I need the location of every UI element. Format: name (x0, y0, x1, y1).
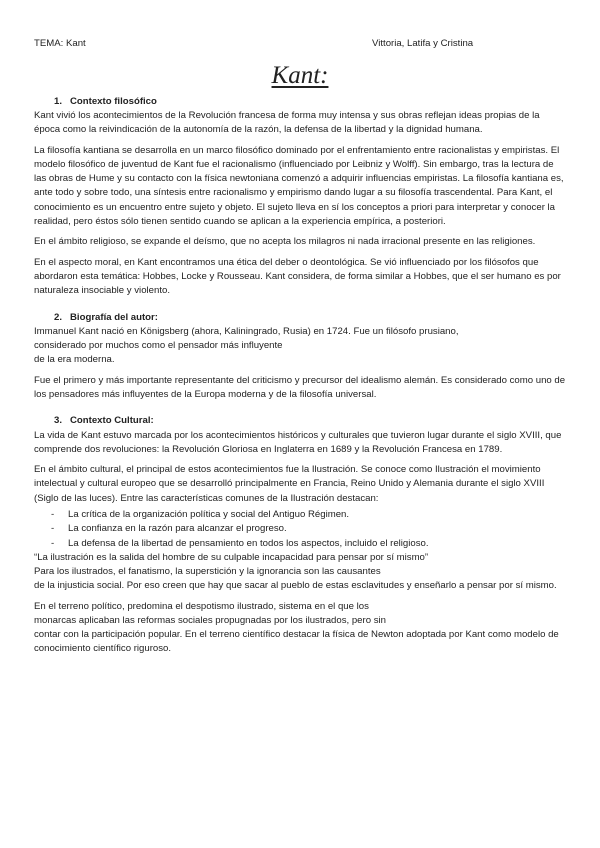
section-heading-biografia: 2. Biografía del autor: (54, 311, 158, 323)
section-heading-contexto-filosofico: 1. Contexto filosófico (54, 96, 157, 107)
text-line: de la injusticia social. Por eso creen que hay que sacar al pueblo de estas esclavitudes y enseñarlo a pensar por sí mismo. (34, 580, 557, 592)
paragraph: En el ámbito religioso, se expande el deísmo, que no acepta los milagros ni nada irracional presente en las religiones. (34, 236, 536, 248)
bullet-list (34, 508, 568, 551)
paragraph: La filosofía kantiana se desarrolla en un marco filosófico dominado por el enfrentamiento entre racionalistas y empiristas. El modelo filosófico de juventud de Kant fue el racionalismo (influenciado por Leibniz y Wolff). Sin embargo, tras la lectura de las obras de Hume y su contacto con la física newtoniana comenzó a adquirir influencias empiristas. La filosofía kantiana es, ante todo y sobre todo, una síntesis entre racionalismo y empirismo dando lugar a su filosofía trascendental. Para Kant, el conocimiento es un encuentro entre sujeto y objeto. El sujeto lleva en sí los conceptos a priori para interpretar y conocer la realidad, pero éstos sólo tienen sentido cuando se aplican a la experiencia empírica, a posteriori. (34, 144, 564, 227)
paragraph: Fue el primero y más importante representante del criticismo y precursor del idealismo alemán. Es considerado como uno de los pensadores más influyentes de la Europa moderna y de la filosofía universal. (34, 374, 566, 400)
text-line: En el terreno político, predomina el despotismo ilustrado, sistema en el que los (34, 600, 369, 612)
topic-label: TEMA: Kant (34, 38, 86, 49)
quote: “La ilustración es la salida del hombre de su culpable incapacidad para pensar por sí mismo” (34, 551, 429, 563)
paragraph: En el aspecto moral, en Kant encontramos una ética del deber o deontológica. Se vió influenciado por los filósofos que abordaron esta temática: Hobbes, Locke y Rousseau. Kant considera, de forma similar a Hobbes, que el ser humano es por naturaleza insociable y violento. (34, 256, 561, 296)
document-title: Kant: (271, 62, 329, 89)
list-item: - La crítica de la organización política y social del Antiguo Régimen. (34, 508, 568, 522)
document-body (34, 95, 568, 657)
text-line: de la era moderna. (34, 354, 115, 366)
section-heading-contexto-cultural: 3. Contexto Cultural: (54, 415, 154, 427)
list-item: - La confianza en la razón para alcanzar el progreso. (34, 522, 568, 536)
text-line: contar con la participación popular. En el terreno científico destacar la física de Newton adoptada por Kant como modelo de conocimiento científico riguroso. (34, 629, 559, 655)
authors-label: Vittoria, Latifa y Cristina (372, 38, 474, 49)
list-item: - La defensa de la libertad de pensamiento en todos los aspectos, incluido el religioso. (34, 537, 568, 551)
text-line: monarcas aplicaban las reformas sociales propugnadas por los ilustrados, pero sin (34, 614, 386, 626)
text-line: Para los ilustrados, el fanatismo, la superstición y la ignorancia son las causantes (34, 566, 381, 578)
text-line: Immanuel Kant nació en Königsberg (ahora, Kaliningrado, Rusia) en 1724. Fue un filósofo prusiano, (34, 325, 459, 337)
paragraph: Kant vivió los acontecimientos de la Revolución francesa de forma muy intensa y sus obras reflejan ideas propias de la época como la reivindicación de la autonomía de la razón, la defensa de la libertad y la dignidad humana. (34, 110, 540, 136)
paragraph: En el ámbito cultural, el principal de estos acontecimientos fue la Ilustración. Se conoce como Ilustración el movimiento intelectual y cultural europeo que se desarrolló principalmente en Francia, Reino Unido y Alemania durante el siglo XVIII (Siglo de las luces). Entre las características comunes de la Ilustración destacan: (34, 464, 545, 504)
text-line: considerado por muchos como el pensador más influyente (34, 339, 283, 351)
paragraph: La vida de Kant estuvo marcada por los acontecimientos históricos y culturales que tuvieron lugar durante el siglo XVIII, que comprende dos revoluciones: la Revolución Gloriosa en Inglaterra en 1689 y la Revolución Francesa en 1789. (34, 429, 562, 455)
